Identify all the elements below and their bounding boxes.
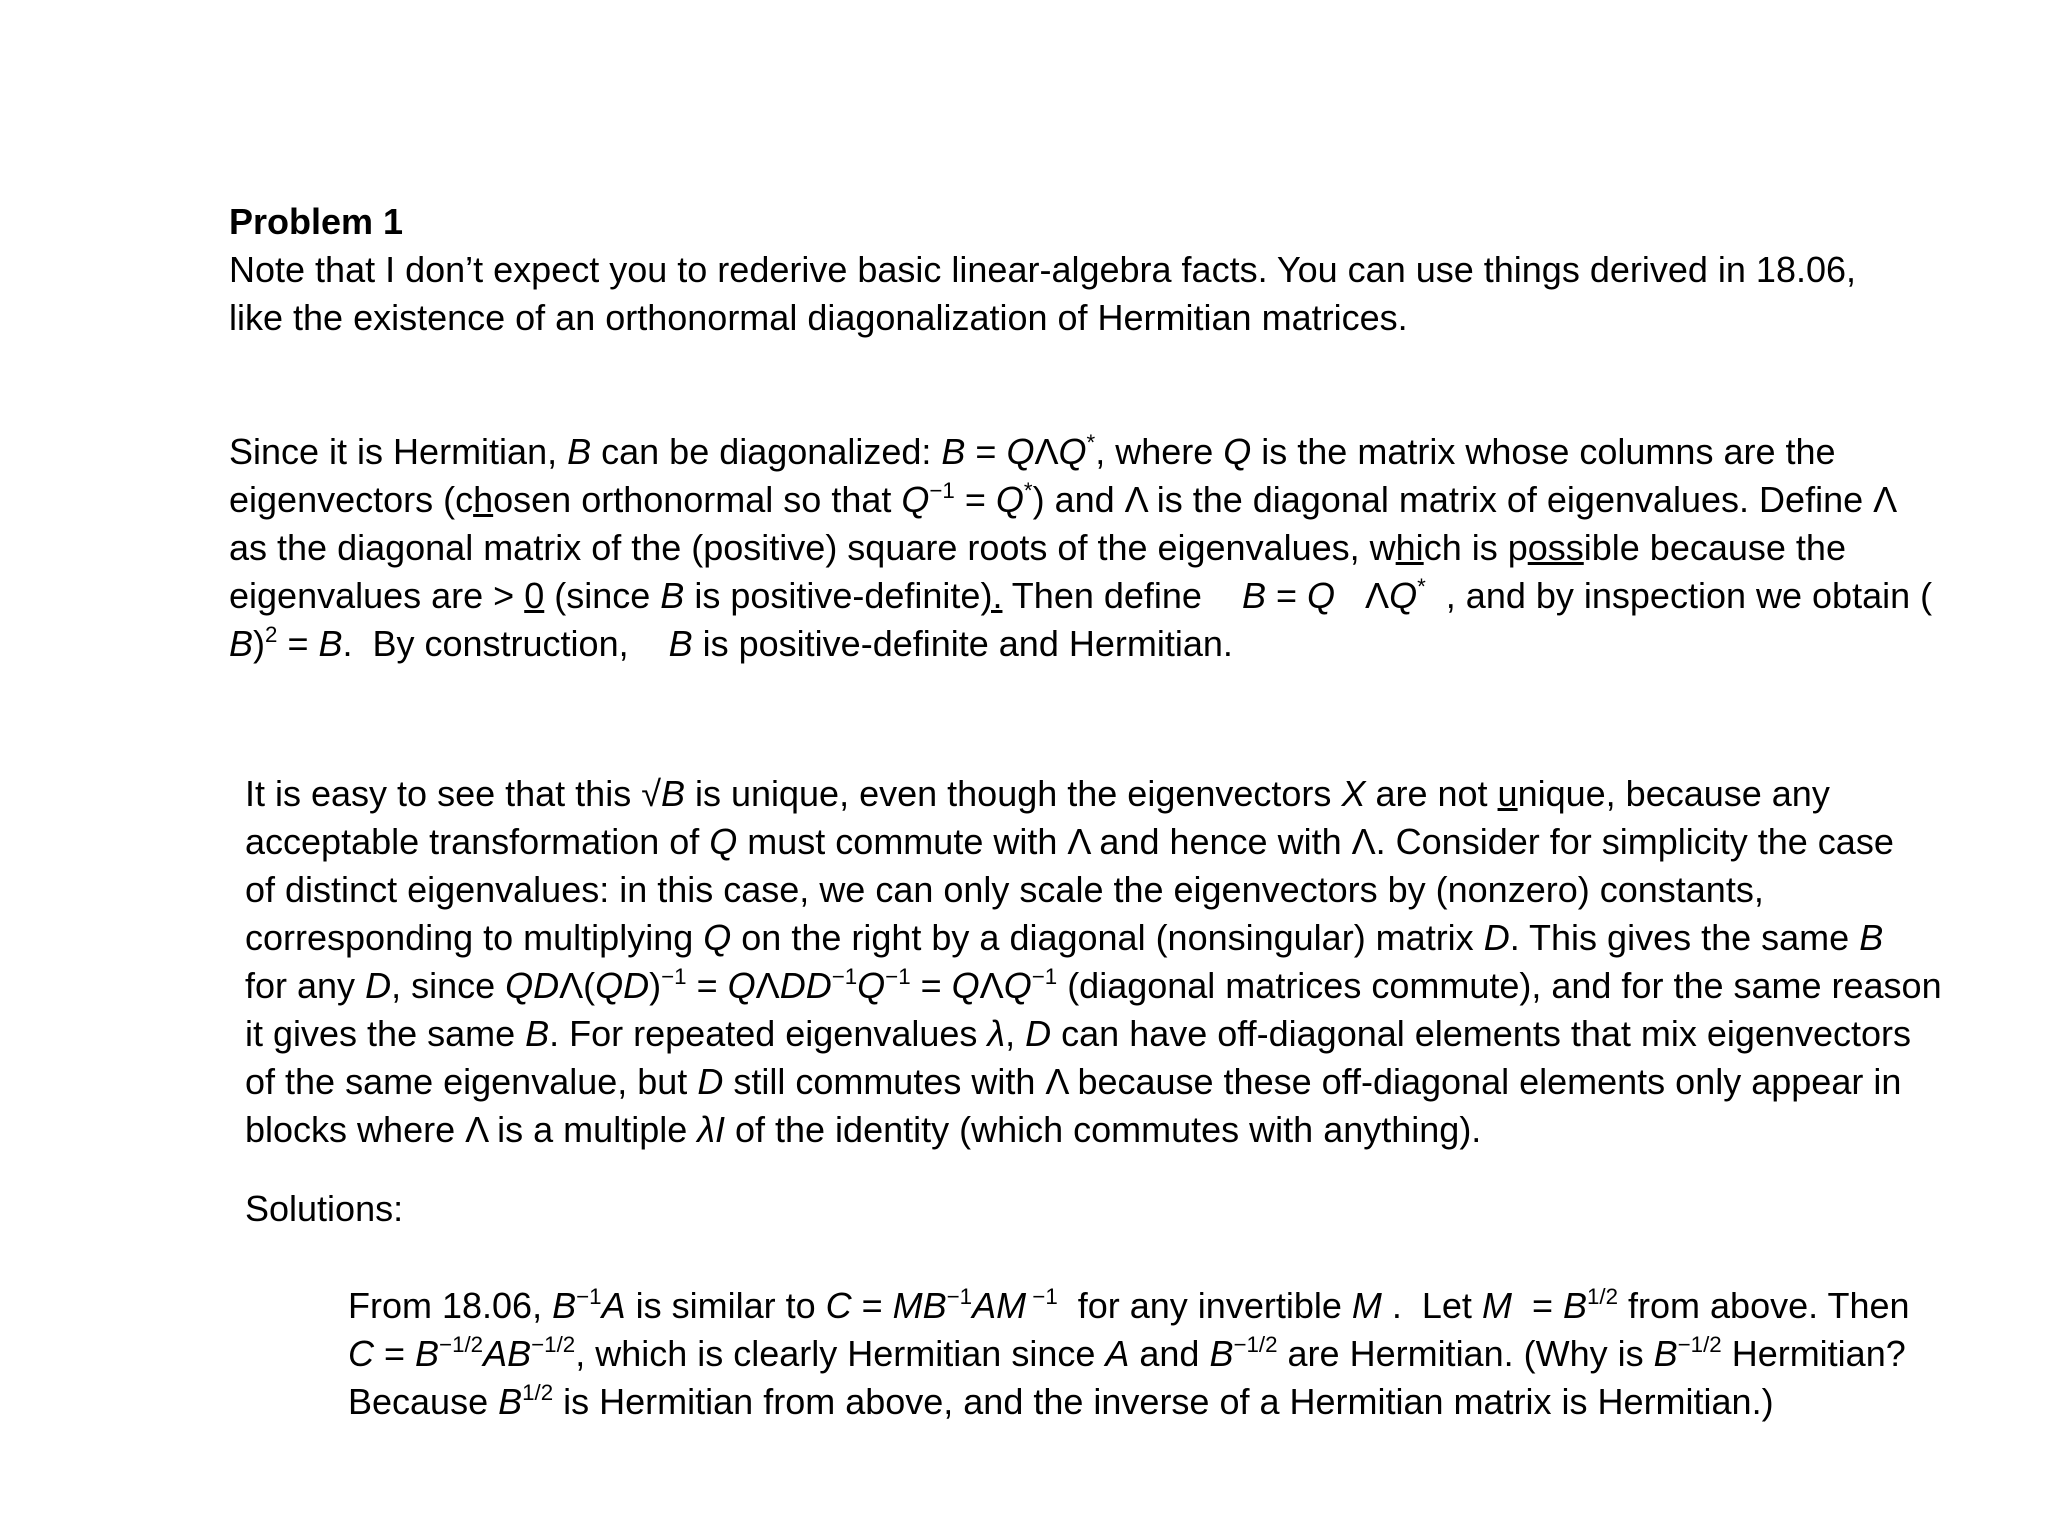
problem-note-line: like the existence of an orthonormal diagonalization of Hermitian matrices. [229, 297, 1408, 338]
paragraph-line: corresponding to multiplying Q on the right by a diagonal (nonsingular) matrix D. This gives the same B [245, 917, 1884, 958]
solutions-label: Solutions: [245, 1188, 404, 1229]
paragraph-line: Because $B^{1/2}$ is Hermitian from above, and the inverse of a Hermitian matrix is Hermitian.) [348, 1380, 1774, 1422]
paragraph-line: eigenvalues are > 0 (since B is positive-definite). Then define B = Q ΛQ* , and by inspection we obtain ( [229, 574, 1933, 616]
paragraph-line: $C = B^{-1/2}AB^{-1/2}$, which is clearly Hermitian since A and $B^{-1/2}$ are Hermitian. (Why is $B^{-1/2}$ Hermitian? [348, 1332, 1906, 1374]
paragraph-line: blocks where Λ is a multiple λI of the identity (which commutes with anything). [245, 1109, 1482, 1150]
paragraph-line: acceptable transformation of Q must commute with Λ and hence with Λ. Consider for simplicity the case [245, 821, 1894, 862]
uniqueness-paragraph [245, 770, 1942, 1154]
problem-title: Problem 1 [229, 201, 404, 242]
solutions-heading [245, 1185, 403, 1233]
paragraph-line: It is easy to see that this √B is unique, even though the eigenvectors X are not unique, because any [245, 773, 1830, 814]
paragraph-line: it gives the same B. For repeated eigenvalues λ, D can have off-diagonal elements that mix eigenvectors [245, 1013, 1911, 1054]
paragraph-line: as the diagonal matrix of the (positive) square roots of the eigenvalues, which is possible because the [229, 527, 1846, 568]
similarity-paragraph [348, 1282, 1910, 1426]
paragraph-line: From 18.06, $B^{-1}A$ is similar to $C = MB^{-1}AM$ $^{-1}$ for any invertible M . Let $M = B^{1/2}$ from above. Then [348, 1284, 1910, 1326]
paragraph-line: eigenvectors (chosen orthonormal so that $Q^{-1} = Q^*$) and Λ is the diagonal matrix of eigenvalues. Define Λ [229, 478, 1898, 520]
paragraph-line: B)$^2$ = B. By construction, B is positive-definite and Hermitian. [229, 622, 1233, 664]
paragraph-line: Since it is Hermitian, B can be diagonalized: B = QΛQ*, where Q is the matrix whose columns are the [229, 430, 1836, 472]
paragraph-line: of distinct eigenvalues: in this case, we can only scale the eigenvectors by (nonzero) constants, [245, 869, 1764, 910]
paragraph-line: for any D, since $QD\Lambda(QD)^{-1} = Q\Lambda DD^{-1}Q^{-1} = Q\Lambda Q^{-1}$ (diagonal matrices commute), and for the same reason [245, 964, 1942, 1006]
diagonalization-paragraph [229, 428, 1932, 668]
problem-note-line: Note that I don’t expect you to rederive basic linear-algebra facts. You can use things derived in 18.06, [229, 249, 1857, 290]
problem-section [229, 198, 1856, 342]
paragraph-line: of the same eigenvalue, but D still commutes with Λ because these off-diagonal elements only appear in [245, 1061, 1902, 1102]
